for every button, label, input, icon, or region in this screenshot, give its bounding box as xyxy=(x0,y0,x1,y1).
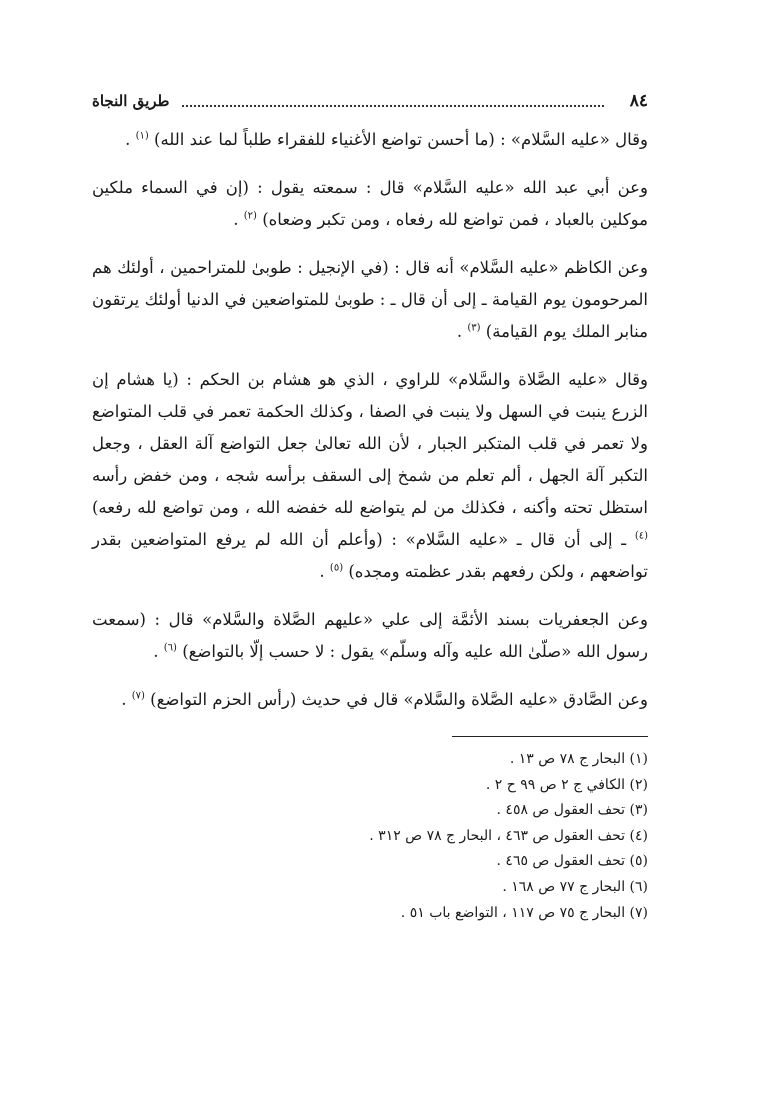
footnote-ref-3: (٣) xyxy=(467,322,481,334)
footnote-2: (٢) الكافي ج ٢ ص ٩٩ ح ٢ . xyxy=(485,776,648,793)
footnote-ref-1: (١) xyxy=(135,130,149,142)
paragraph-5 xyxy=(92,604,648,668)
paragraph-text: وعن الكاظم «عليه السَّلام» أنه قال : (في الإنجيل : طوبىٰ للمتراحمين ، أولئك هم المرحومون يوم القيامة ـ إلى أن قال ـ : طوبىٰ للمتواضعين في الدنيا أولئك يرتقون منابر الملك يوم القيامة) xyxy=(92,258,648,341)
end-mark: . xyxy=(319,562,325,581)
footnote-7: (٧) البحار ج ٧٥ ص ١١٧ ، التواضع باب ٥١ . xyxy=(400,904,648,921)
end-mark: . xyxy=(125,130,131,149)
running-header xyxy=(92,88,648,118)
book-title: طريق النجاة xyxy=(92,92,170,110)
paragraph-text: وعن الصَّادق «عليه الصَّلاة والسَّلام» قال في حديث (رأس الحزم التواضع) xyxy=(150,690,648,709)
paragraph-2 xyxy=(92,172,648,236)
paragraph-3 xyxy=(92,252,648,348)
dotted-leader xyxy=(182,105,604,107)
paragraph-1 xyxy=(92,124,648,156)
paragraph-text: وقال «عليه السَّلام» : (ما أحسن تواضع الأغنياء للفقراء طلباً لما عند الله) xyxy=(154,130,648,149)
footnotes-list xyxy=(92,747,648,926)
footnote-4: (٤) تحف العقول ص ٤٦٣ ، البحار ج ٧٨ ص ٣١٢ . xyxy=(369,827,648,844)
page-number: ٨٤ xyxy=(629,91,648,111)
footnote-ref-5: (٥) xyxy=(329,562,344,574)
footnote-3: (٣) تحف العقول ص ٤٥٨ . xyxy=(496,802,648,819)
footnote-5: (٥) تحف العقول ص ٤٦٥ . xyxy=(496,853,648,870)
end-mark: . xyxy=(233,210,239,229)
paragraph-text: وعن الجعفريات بسند الأئمَّة إلى علي «عليهم الصَّلاة والسَّلام» قال : (سمعت رسول الله «صلّىٰ الله عليه وآله وسلّم» يقول : لا حسب إلّا بالتواضع) xyxy=(92,610,648,661)
book-page xyxy=(92,88,648,926)
footnote-ref-7: (٧) xyxy=(131,690,145,702)
paragraph-6 xyxy=(92,684,648,716)
footnote-ref-4: (٤) xyxy=(634,530,648,542)
paragraph-continuation: ـ إلى أن قال ـ «عليه السَّلام» : (وأعلم أن الله لم يرفع المتواضعين بقدر تواضعهم ، ولكن رفعهم بقدر عظمته ومجده) xyxy=(92,530,648,581)
footnote-ref-2: (٢) xyxy=(243,210,257,222)
footnote-6: (٦) البحار ج ٧٧ ص ١٦٨ . xyxy=(502,878,648,895)
footnote-separator xyxy=(452,736,648,737)
end-mark: . xyxy=(456,322,463,341)
paragraph-text: وقال «عليه الصَّلاة والسَّلام» للراوي ، الذي هو هشام بن الحكم : (يا هشام إن الزرع ينبت في السهل ولا ينبت في الصفا ، وكذلك الحكمة تعمر في قلب المتواضع ولا تعمر في قلب المتكبر الجبار ، لأن الله تعالىٰ جعل التواضع آلة العقل ، وجعل التكبر آلة الجهل ، ألم تعلم من شمخ إلى السقف برأسه شجه ، ومن خفض رأسه استظل تحته وأكنه ، فكذلك من لم يتواضع لله خفضه الله ، ومن تواضع لله رفعه) xyxy=(92,370,648,517)
end-mark: . xyxy=(121,690,127,709)
body-text xyxy=(92,124,648,716)
paragraph-4 xyxy=(92,364,648,588)
paragraph-text: وعن أبي عبد الله «عليه السَّلام» قال : سمعته يقول : (إن في السماء ملكين موكلين بالعباد ، فمن تواضع لله رفعاه ، ومن تكبر وضعاه) xyxy=(92,178,648,229)
footnote-1: (١) البحار ج ٧٨ ص ١٣ . xyxy=(509,751,648,767)
end-mark: . xyxy=(153,642,159,661)
footnote-ref-6: (٦) xyxy=(163,642,177,654)
